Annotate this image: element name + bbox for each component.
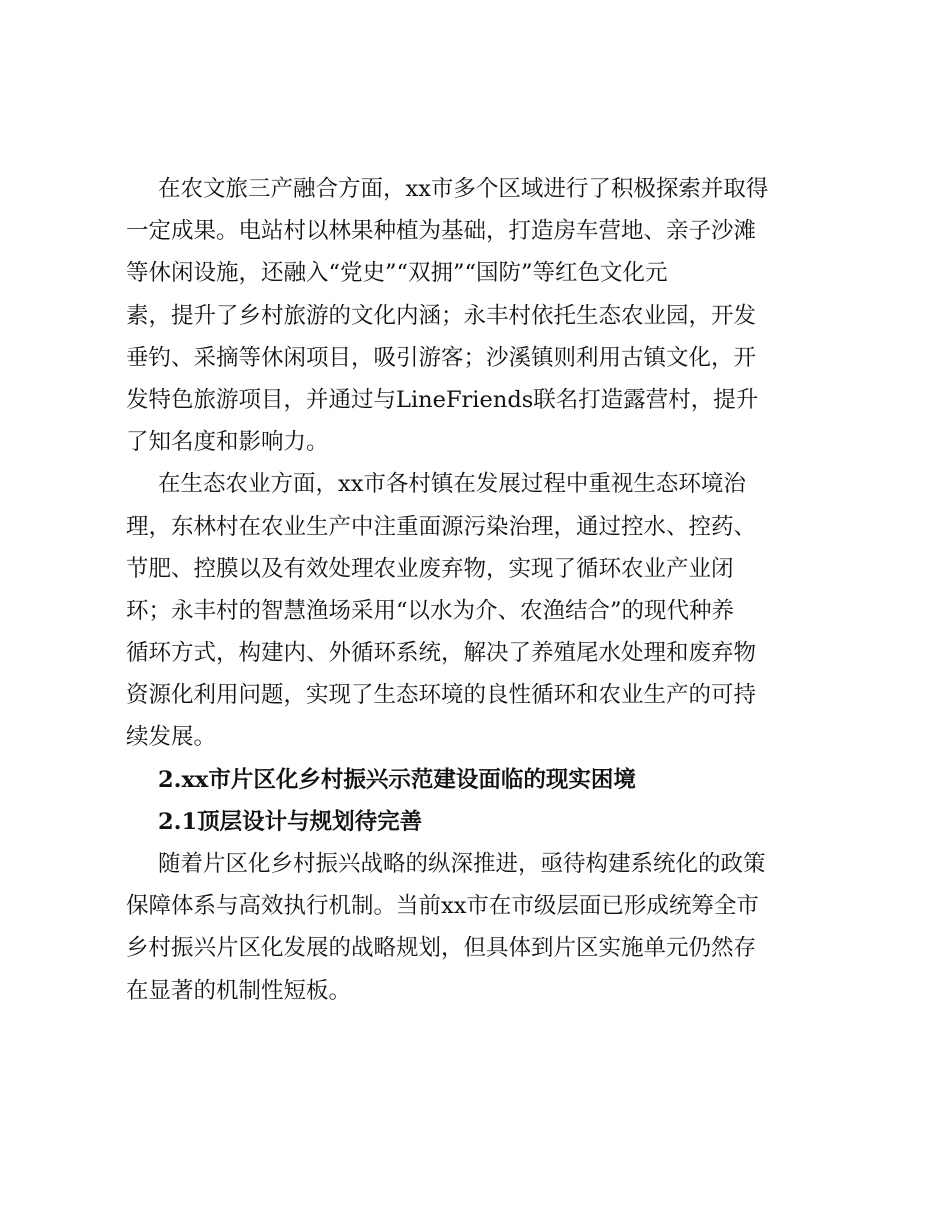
document-body <box>126 168 836 1012</box>
paragraph-agritourism-line: 在农文旅三产融合方面，xx市多个区域进行了积极探索并取得 <box>158 176 769 202</box>
paragraph-agritourism-line: 一定成果。电站村以林果种植为基础，打造房车营地、亲子沙滩 <box>126 218 757 245</box>
paragraph-top-level-design-line: 乡村振兴片区化发展的战略规划，但具体到片区实施单元仍然存 <box>126 935 757 962</box>
paragraph-eco-agriculture-line: 循环方式，构建内、外循环系统，解决了养殖尾水处理和废弃物 <box>126 640 757 667</box>
paragraph-eco-agriculture-line: 续发展。 <box>126 724 217 751</box>
paragraph-agritourism-line: 发特色旅游项目，并通过与LineFriends联名打造露营村，提升 <box>126 386 759 413</box>
section-heading: 2.xx市片区化乡村振兴示范建设面临的现实困境 <box>158 766 636 793</box>
paragraph-eco-agriculture-line: 理，东林村在农业生产中注重面源污染治理，通过控水、控药、 <box>126 513 757 540</box>
paragraph-eco-agriculture-line: 节肥、控膜以及有效处理农业废弃物，实现了循环农业产业闭 <box>126 555 734 582</box>
paragraph-top-level-design-line: 在显著的机制性短板。 <box>126 977 352 1004</box>
paragraph-eco-agriculture-line: 资源化利用问题，实现了生态环境的良性循环和农业生产的可持 <box>126 682 757 709</box>
paragraph-eco-agriculture-line: 在生态农业方面，xx市各村镇在发展过程中重视生态环境治 <box>158 471 746 498</box>
paragraph-eco-agriculture-line: 环；永丰村的智慧渔场采用“以水为介、农渔结合”的现代种养 <box>126 597 735 624</box>
paragraph-agritourism-line: 垂钓、采摘等休闲项目，吸引游客；沙溪镇则利用古镇文化，开 <box>126 344 757 371</box>
paragraph-agritourism-line: 等休闲设施，还融入“党史”“双拥”“国防”等红色文化元 <box>126 260 668 287</box>
paragraph-agritourism-line: 素，提升了乡村旅游的文化内涵；永丰村依托生态农业园，开发 <box>126 302 757 329</box>
subsection-heading: 2.1顶层设计与规划待完善 <box>158 808 423 835</box>
paragraph-top-level-design-line: 随着片区化乡村振兴战略的纵深推进，亟待构建系统化的政策 <box>158 851 766 877</box>
paragraph-agritourism-line: 了知名度和影响力。 <box>126 429 329 456</box>
paragraph-top-level-design-line: 保障体系与高效执行机制。当前xx市在市级层面已形成统筹全市 <box>126 893 759 920</box>
